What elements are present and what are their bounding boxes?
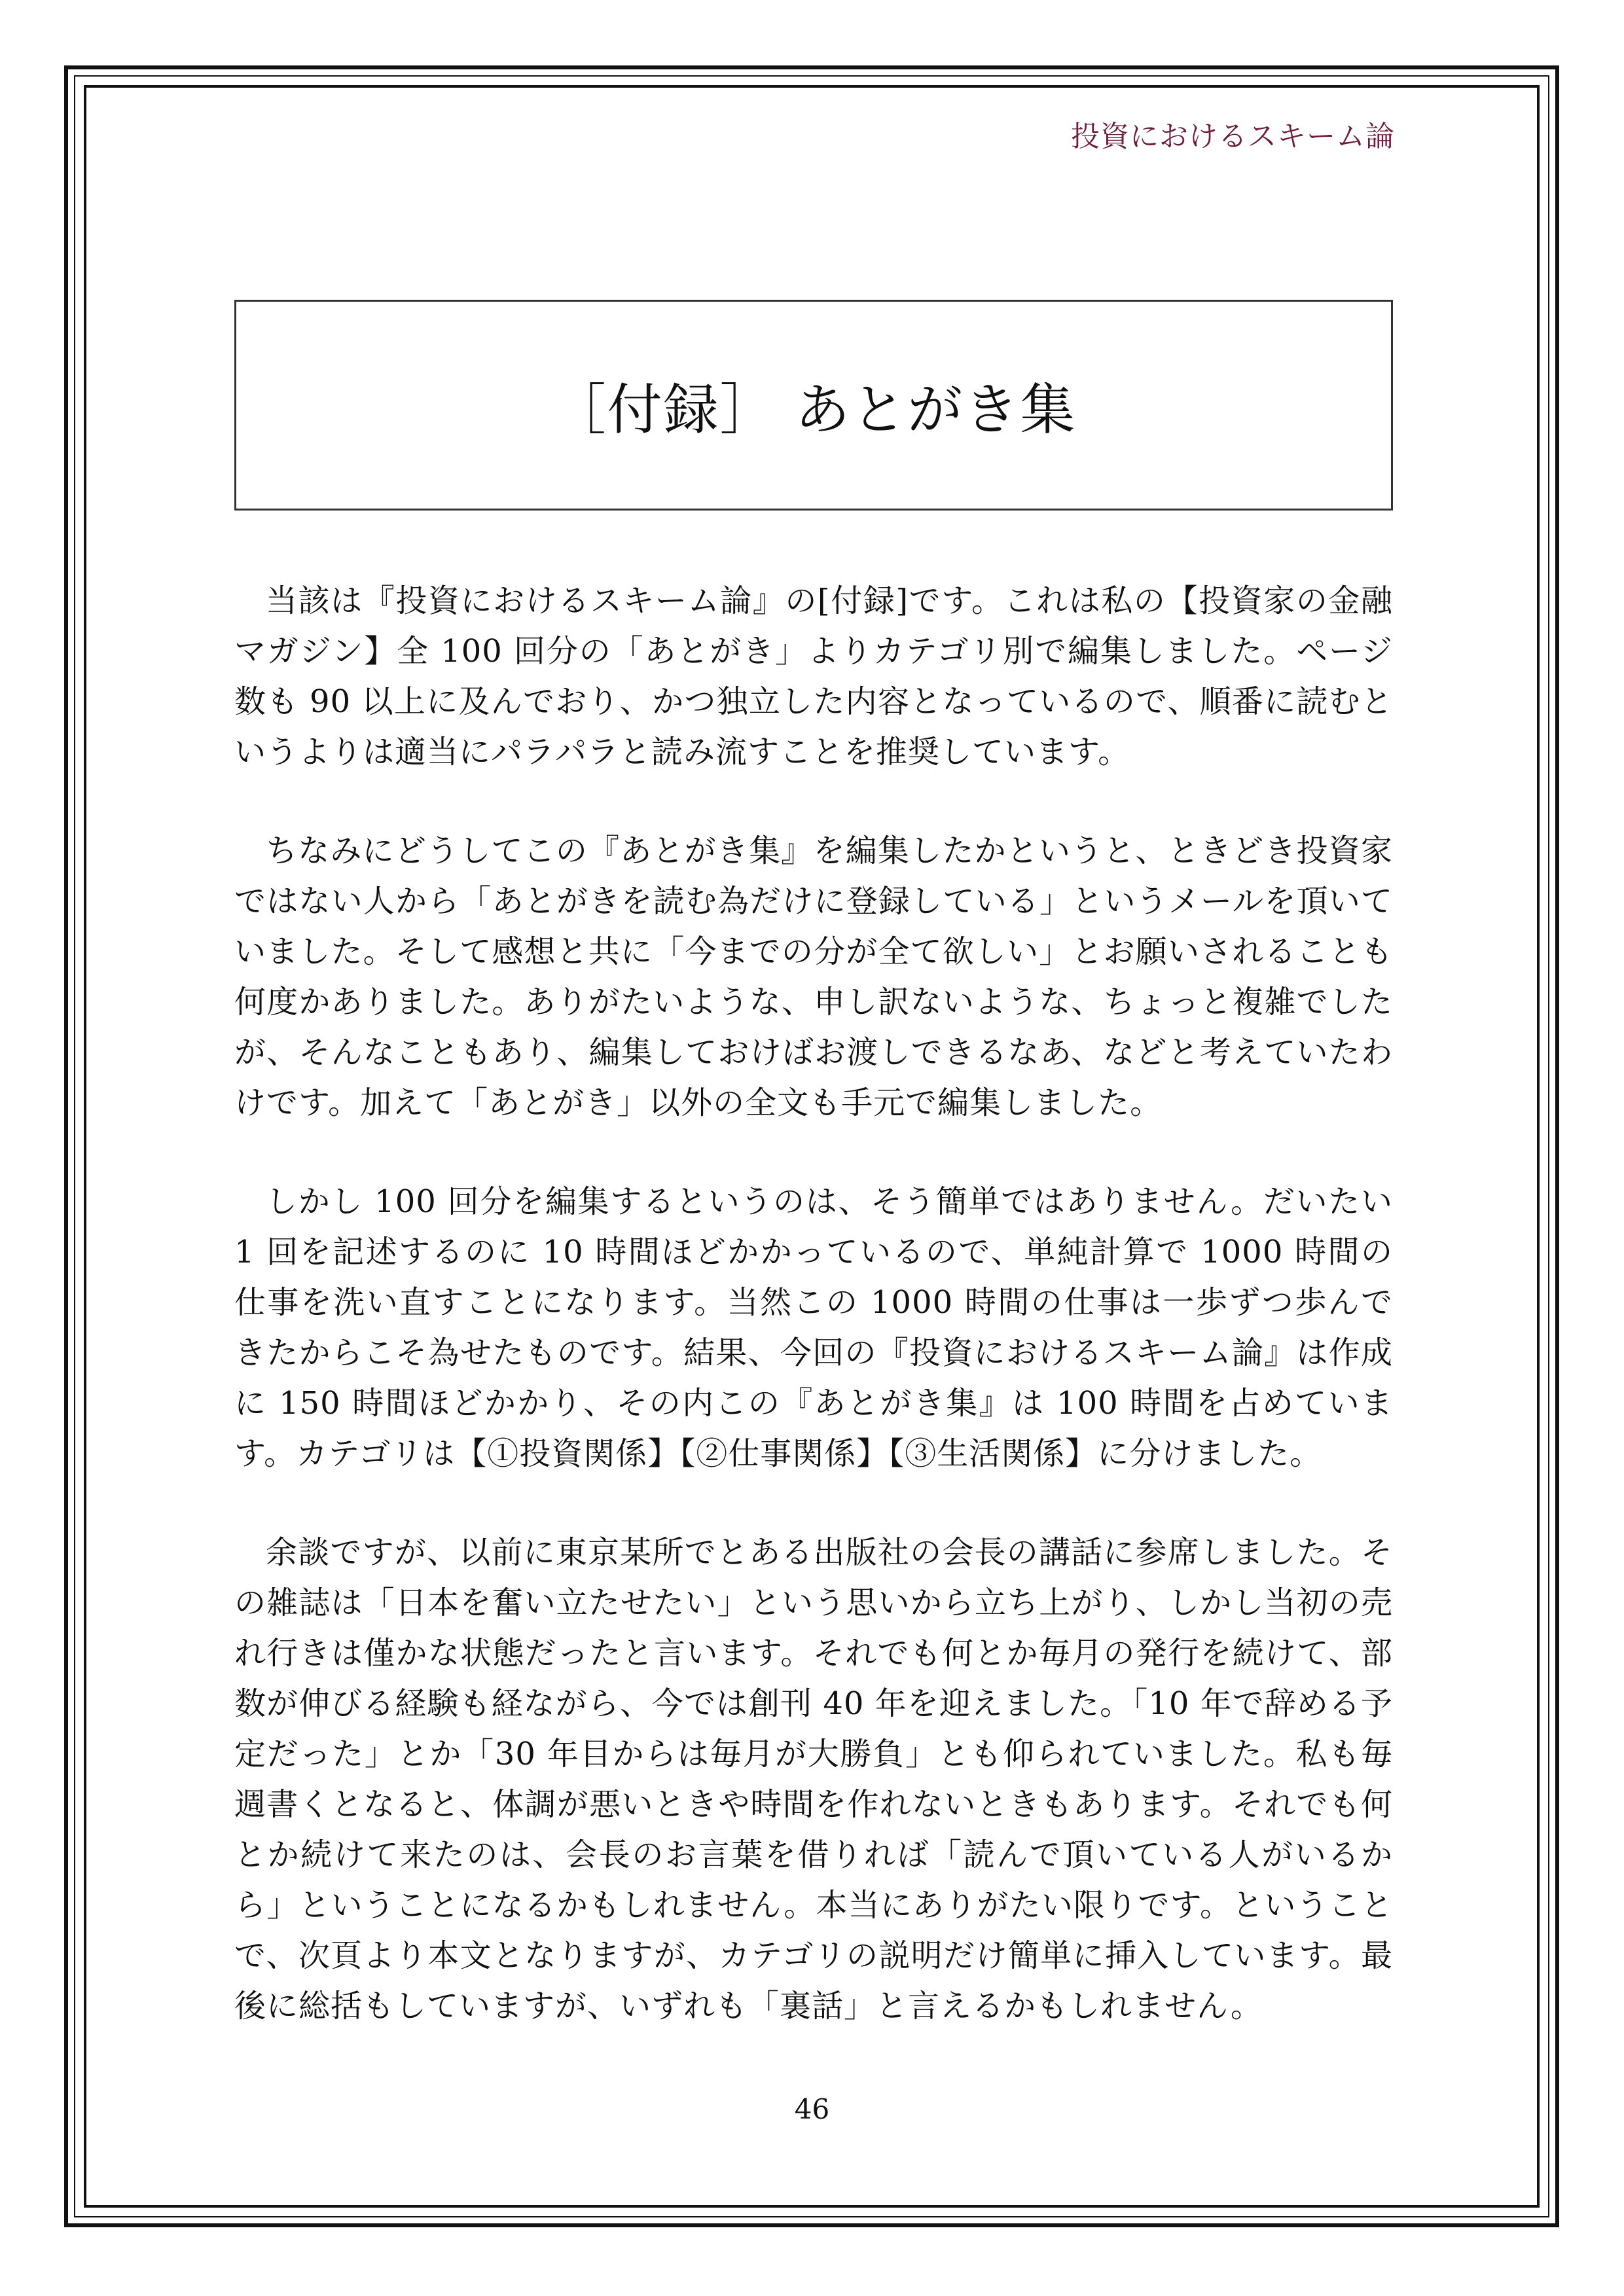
paragraph-4: 余談ですが、以前に東京某所でとある出版社の会長の講話に参席しました。その雑誌は「日本を奮い立たせたい」という思いから立ち上がり、しかし当初の売れ行きは僅かな状態だったと言います。それでも何とか毎月の発行を続けて、部数が伸びる経験も経ながら、今では創刊 40 年を迎えました。「10 年で辞める予定だった」とか「30 年目からは毎月が大勝負」とも仰られていました。私も毎週書くとなると、体調が悪いときや時間を作れないときもあります。それでも何とか続けて来たのは、会長のお言葉を借りれば「読んで頂いている人がいるから」ということになるかもしれません。本当にありがたい限りです。ということで、次頁より本文となりますが、カテゴリの説明だけ簡単に挿入しています。最後に総括もしていますが、いずれも「裏話」と言えるかもしれません。 xyxy=(234,1534,1393,2024)
page-number: 46 xyxy=(794,2093,830,2125)
running-header: 投資におけるスキーム論 xyxy=(1071,120,1395,153)
body-text xyxy=(234,576,1393,2080)
paragraph-2: ちなみにどうしてこの『あとがき集』を編集したかというと、ときどき投資家ではない人から「あとがきを読む為だけに登録している」というメールを頂いていました。そして感想と共に「今までの分が全て欲しい」とお願いされることも何度かありました。ありがたいような、申し訳ないような、ちょっと複雑でしたが、そんなこともあり、編集しておけばお渡しできるなあ、などと考えていたわけです。加えて「あとがき」以外の全文も手元で編集しました。 xyxy=(234,833,1393,1121)
section-title: ［付録］ あとがき集 xyxy=(550,377,1077,442)
paragraph-3: しかし 100 回分を編集するというのは、そう簡単ではありません。だいたい 1 回を記述するのに 10 時間ほどかかっているので、単純計算で 1000 時間の仕事を洗い直すことになります。当然この 1000 時間の仕事は一歩ずつ歩んできたからこそ為せたものです。結果、今回の『投資におけるスキーム論』は作成に 150 時間ほどかかり、その内この『あとがき集』は 100 時間を占めています。カテゴリは【①投資関係】【②仕事関係】【③生活関係】に分けました。 xyxy=(234,1183,1393,1472)
paragraph-1: 当該は『投資におけるスキーム論』の[付録]です。これは私の【投資家の金融マガジン】全 100 回分の「あとがき」よりカテゴリ別で編集しました。ページ数も 90 以上に及んでおり、かつ独立した内容となっているので、順番に読むというよりは適当にパラパラと読み流すことを推奨しています。 xyxy=(234,583,1393,770)
title-box xyxy=(234,300,1393,511)
